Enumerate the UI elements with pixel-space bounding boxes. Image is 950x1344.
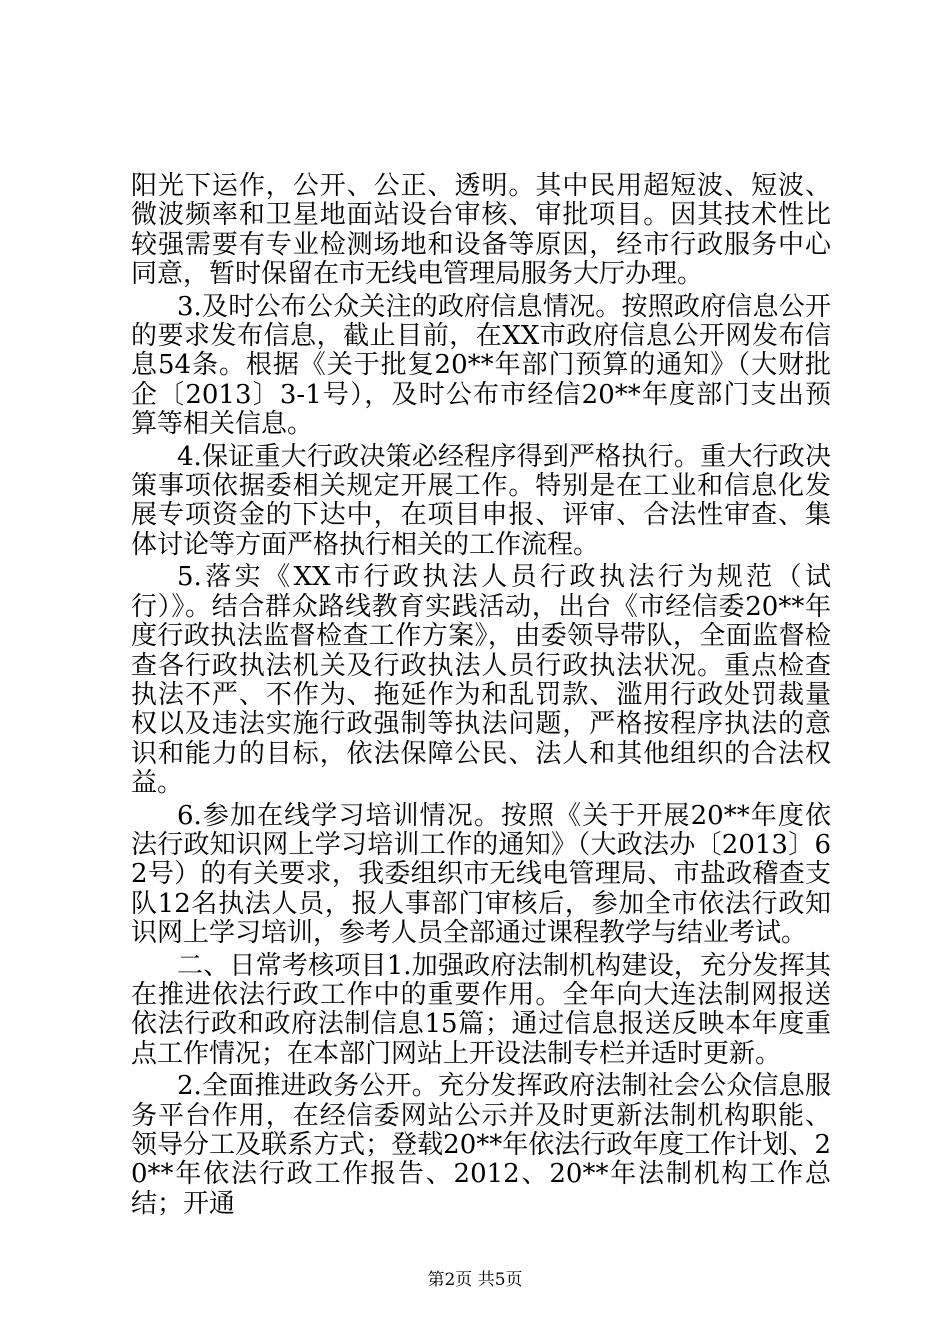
paragraph-item-5: 5.落实《XX市行政执法人员行政执法行为规范（试行）》。结合群众路线教育实践活动，出台《市经信委20**年度行政执法监督检查工作方案》，由委领导带队，全面监督检查各行政执法机关及行政执法人员行政执法状况。重点检查执法不严、不作为、拖延作为和乱罚款、滥用行政处罚裁量权以及违法实施行政强制等执法问题，严格按程序执法的意识和能力的目标，依法保障公民、法人和其他组织的合法权益。 xyxy=(131,562,831,799)
paragraph-section-2: 二、日常考核项目1.加强政府法制机构建设，充分发挥其在推进依法行政工作中的重要作用。全年向大连法制网报送依法行政和政府法制信息15篇；通过信息报送反映本年度重点工作情况；在本部门网站上开设法制专栏并适时更新。 xyxy=(131,950,831,1069)
paragraph-item-2: 2.全面推进政务公开。充分发挥政府法制社会公众信息服务平台作用，在经信委网站公示并及时更新法制机构职能、领导分工及联系方式；登载20**年依法行政年度工作计划、20**年依法行政工作报告、2012、20**年法制机构工作总结；开通 xyxy=(131,1071,831,1219)
page-number-footer: 第2页 共5页 xyxy=(427,1270,523,1290)
document-body xyxy=(131,172,831,1222)
paragraph-continuation: 阳光下运作，公开、公正、透明。其中民用超短波、短波、微波频率和卫星地面站设台审核、审批项目。因其技术性比较强需要有专业检测场地和设备等原因，经市行政服务中心同意，暂时保留在市无线电管理局服务大厅办理。 xyxy=(131,171,831,290)
paragraph-item-4: 4.保证重大行政决策必经程序得到严格执行。重大行政决策事项依据委相关规定开展工作。特别是在工业和信息化发展专项资金的下达中，在项目申报、评审、合法性审查、集体讨论等方面严格执行相关的工作流程。 xyxy=(131,441,831,560)
paragraph-item-3: 3.及时公布公众关注的政府信息情况。按照政府信息公开的要求发布信息，截止目前，在XX市政府信息公开网发布信息54条。根据《关于批复20**年部门预算的通知》（大财批企〔2013〕3-1号），及时公布市经信20**年度部门支出预算等相关信息。 xyxy=(131,291,831,440)
paragraph-item-6: 6.参加在线学习培训情况。按照《关于开展20**年度依法行政知识网上学习培训工作的通知》（大政法办〔2013〕62号）的有关要求，我委组织市无线电管理局、市盐政稽查支队12名执法人员，报人事部门审核后，参加全市依法行政知识网上学习培训，参考人员全部通过课程教学与结业考试。 xyxy=(131,800,831,949)
